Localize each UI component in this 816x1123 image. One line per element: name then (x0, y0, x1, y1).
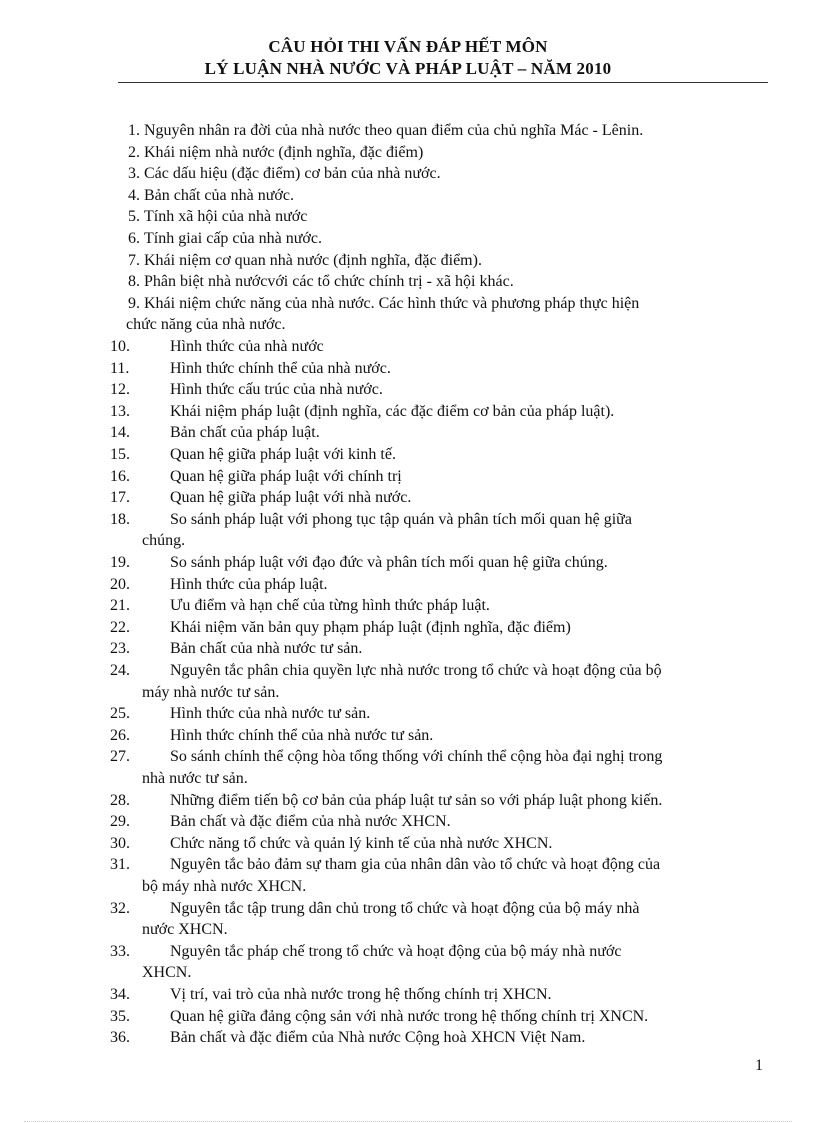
question-item (110, 811, 765, 833)
question-item (110, 703, 765, 725)
question-text: Quan hệ giữa đảng cộng sản với nhà nước trong hệ thống chính trị XNCN. (170, 1007, 649, 1025)
question-text: Khái niệm văn bản quy phạm pháp luật (định nghĩa, đặc điểm) (170, 618, 571, 636)
question-item (110, 401, 765, 423)
question-text: So sánh pháp luật với đạo đức và phân tích mối quan hệ giữa chúng. (170, 554, 608, 571)
question-item (110, 552, 765, 574)
question-number: 21. (110, 597, 130, 615)
question-text: Khái niệm chức năng của nhà nước. Các hình thức và phương pháp thực hiện (144, 294, 640, 312)
question-item (110, 1027, 765, 1049)
question-text-continued: bộ máy nhà nước XHCN. (142, 877, 307, 895)
question-text: Nguyên tắc tập trung dân chủ trong tổ chức và hoạt động của bộ máy nhà (170, 899, 640, 917)
question-number: 23. (110, 640, 130, 658)
question-number: 31. (110, 856, 130, 874)
question-item (110, 206, 765, 228)
question-text: Bản chất của nhà nước tư sản. (170, 640, 363, 658)
question-text: Nguyên tắc phân chia quyền lực nhà nước trong tổ chức và hoạt động của bộ (170, 662, 662, 679)
question-number: 25. (110, 705, 130, 723)
question-number: 22. (110, 618, 130, 636)
question-text: Bản chất và đặc điểm của nhà nước XHCN. (170, 813, 451, 831)
question-item (110, 941, 765, 984)
question-text-continued: XHCN. (142, 964, 192, 982)
question-number: 15. (110, 446, 130, 463)
question-number: 1. (128, 122, 140, 139)
question-number: 13. (110, 402, 130, 420)
question-text: Hình thức của nhà nước tư sản. (170, 705, 371, 723)
question-text: So sánh pháp luật với phong tục tập quán và phân tích mối quan hệ giữa (170, 510, 632, 528)
question-number: 4. (128, 186, 140, 204)
question-item (110, 185, 765, 207)
question-number: 20. (110, 575, 130, 593)
question-item (110, 638, 765, 660)
question-item (110, 163, 765, 185)
question-text: Hình thức cấu trúc của nhà nước. (170, 381, 383, 399)
question-item (110, 1006, 765, 1028)
question-item (110, 422, 765, 444)
question-item (110, 336, 765, 358)
question-number: 36. (110, 1029, 130, 1047)
question-item (110, 854, 765, 897)
question-text: Chức năng tổ chức và quản lý kinh tế của nhà nước XHCN. (170, 834, 553, 852)
question-text: Tính xã hội của nhà nước (144, 208, 308, 226)
question-text: Hình thức của pháp luật. (170, 575, 328, 593)
question-text: Quan hệ giữa pháp luật với nhà nước. (170, 489, 412, 507)
question-number: 29. (110, 813, 130, 831)
question-item (110, 574, 765, 596)
question-text: Nguyên tắc bảo đảm sự tham gia của nhân dân vào tổ chức và hoạt động của (170, 856, 661, 874)
question-number: 18. (110, 510, 130, 528)
question-item (110, 120, 765, 142)
question-text: Bản chất của nhà nước. (144, 186, 294, 204)
question-number: 35. (110, 1007, 130, 1025)
question-text: Khái niệm nhà nước (định nghĩa, đặc điểm) (144, 143, 424, 161)
question-number: 5. (128, 208, 140, 226)
document-title-line2: LÝ LUẬN NHÀ NƯỚC VÀ PHÁP LUẬT – NĂM 2010 (204, 59, 612, 78)
question-text: So sánh chính thể cộng hòa tổng thống với chính thể cộng hòa đại nghị trong (170, 748, 663, 766)
question-item (110, 379, 765, 401)
question-number: 27. (110, 748, 130, 766)
question-text: Hình thức chính thể của nhà nước tư sản. (170, 726, 434, 744)
question-number: 19. (110, 554, 130, 571)
question-number: 11. (110, 359, 130, 377)
question-number: 17. (110, 489, 130, 507)
question-item (110, 358, 765, 380)
question-item (110, 487, 765, 509)
question-text: Bản chất và đặc điểm của Nhà nước Cộng hoà XHCN Việt Nam. (170, 1029, 586, 1047)
question-item (110, 833, 765, 855)
question-text: Ưu điểm và hạn chế của từng hình thức pháp luật. (170, 597, 490, 615)
question-number: 8. (128, 273, 140, 291)
question-item (110, 444, 765, 466)
question-text: Nguyên nhân ra đời của nhà nước theo quan điểm của chủ nghĩa Mác - Lênin. (144, 122, 644, 139)
question-text-continued: chúng. (142, 532, 186, 550)
question-number: 16. (110, 467, 130, 485)
question-number: 12. (110, 381, 130, 399)
question-text: Những điểm tiến bộ cơ bản của pháp luật tư sản so với pháp luật phong kiến. (170, 791, 663, 809)
question-item (110, 293, 765, 336)
question-number: 33. (110, 942, 130, 960)
question-number: 24. (110, 662, 130, 679)
question-text: Quan hệ giữa pháp luật với chính trị (170, 467, 402, 485)
question-number: 9. (128, 294, 140, 312)
question-item (110, 466, 765, 488)
question-number: 2. (128, 143, 140, 161)
question-number: 6. (128, 230, 140, 247)
question-number: 3. (128, 165, 140, 183)
question-item (110, 250, 765, 272)
question-item (110, 898, 765, 941)
question-item (110, 595, 765, 617)
question-text: Các dấu hiệu (đặc điểm) cơ bản của nhà nước. (144, 165, 441, 183)
question-text: Vị trí, vai trò của nhà nước trong hệ thống chính trị XHCN. (170, 986, 552, 1003)
document-title-line1: CÂU HỎI THI VẤN ĐÁP HẾT MÔN (268, 37, 548, 56)
question-text-continued: máy nhà nước tư sản. (142, 683, 280, 701)
question-text-continued: nhà nước tư sản. (142, 769, 248, 787)
title-divider (118, 82, 768, 83)
question-text: Hình thức của nhà nước (170, 338, 324, 355)
question-item (110, 984, 765, 1006)
question-text: Khái niệm cơ quan nhà nước (định nghĩa, đặc điểm). (144, 251, 482, 269)
page-number: 1 (755, 1057, 763, 1074)
question-text: Tính giai cấp của nhà nước. (144, 230, 322, 247)
question-number: 28. (110, 791, 130, 809)
question-item (110, 746, 765, 789)
question-item (110, 271, 765, 293)
question-item (110, 617, 765, 639)
question-text: Bản chất của pháp luật. (170, 424, 320, 442)
question-number: 34. (110, 986, 130, 1003)
question-text-continued: nước XHCN. (142, 921, 228, 939)
question-item (110, 790, 765, 812)
question-item (110, 725, 765, 747)
question-item (110, 660, 765, 703)
question-text: Phân biệt nhà nướcvới các tổ chức chính trị - xã hội khác. (144, 273, 514, 291)
question-text: Nguyên tắc pháp chế trong tổ chức và hoạt động của bộ máy nhà nước (170, 942, 622, 960)
question-number: 14. (110, 424, 130, 442)
question-item (110, 142, 765, 164)
question-number: 10. (110, 338, 130, 355)
question-number: 32. (110, 899, 130, 917)
question-text: Quan hệ giữa pháp luật với kinh tế. (170, 446, 396, 463)
page-bottom-border (24, 1121, 792, 1122)
question-text-continued: chức năng của nhà nước. (126, 316, 286, 334)
question-text: Hình thức chính thể của nhà nước. (170, 359, 391, 377)
question-text: Khái niệm pháp luật (định nghĩa, các đặc điểm cơ bản của pháp luật). (170, 402, 615, 420)
question-number: 7. (128, 251, 140, 269)
question-number: 30. (110, 834, 130, 852)
question-number: 26. (110, 726, 130, 744)
question-item (110, 228, 765, 250)
question-item (110, 509, 765, 552)
